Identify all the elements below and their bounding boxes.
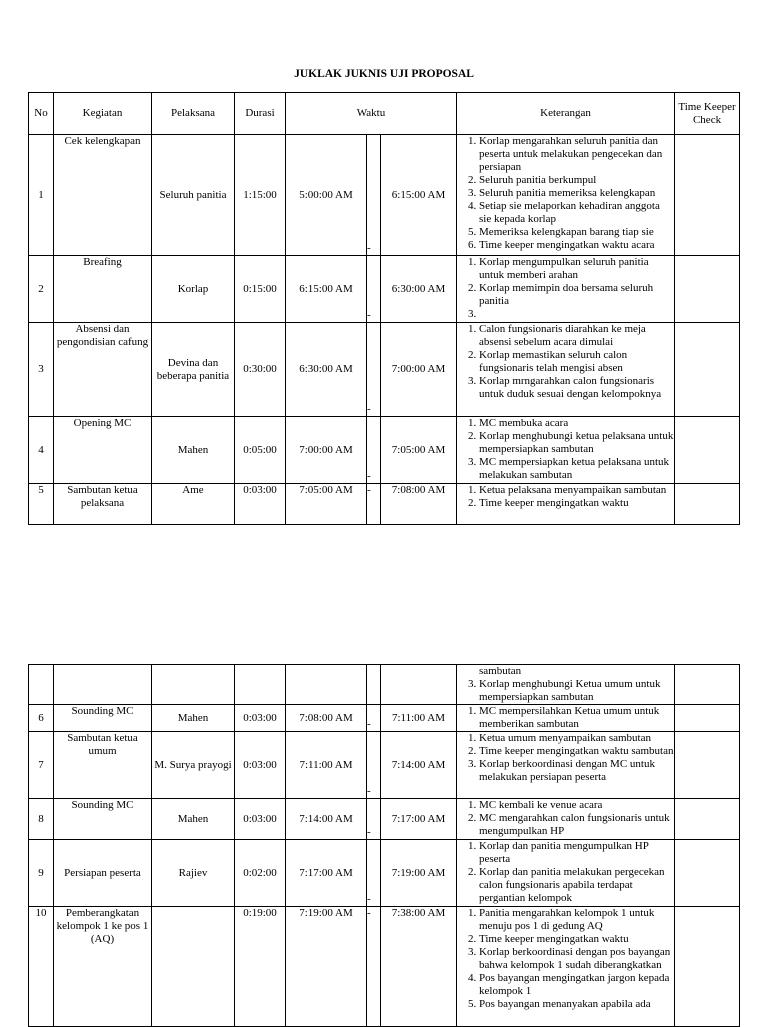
row-keterangan: [457, 135, 675, 256]
row-start-time: 7:11:00 AM: [286, 732, 367, 799]
keterangan-item: 4. Pos bayangan mengingatkan jargon kepada kelompok 1: [479, 972, 674, 998]
keterangan-item: 5. Pos bayangan menanyakan apabila ada: [479, 998, 674, 1011]
row-no: 9: [29, 840, 54, 907]
row-time-keeper-check: [675, 840, 740, 907]
separator-dash: -: [367, 718, 371, 730]
header-pelaksana: Pelaksana: [152, 93, 235, 135]
keterangan-item: 1. Korlap mengarahkan seluruh panitia dan peserta untuk melakukan pengecekan dan persiapan: [479, 135, 674, 174]
keterangan-list: [457, 732, 674, 784]
separator-dash: -: [367, 242, 371, 254]
row-time-keeper-check: [675, 484, 740, 525]
keterangan-item: 1. Korlap dan panitia mengumpulkan HP peserta: [479, 840, 674, 866]
keterangan-item: 1. Korlap mengumpulkan seluruh panitia untuk memberi arahan: [479, 256, 674, 282]
row-pelaksana: Korlap: [152, 256, 235, 323]
keterangan-item: 2. Korlap memimpin doa bersama seluruh panitia: [479, 282, 674, 308]
keterangan-item: 1. Ketua umum menyampaikan sambutan: [479, 732, 674, 745]
table-header-row: [29, 93, 740, 135]
row-end-time: 7:00:00 AM: [381, 323, 457, 417]
keterangan-item: 1. MC mempersilahkan Ketua umum untuk memberikan sambutan: [479, 705, 674, 731]
row-kegiatan: Absensi dan pengondisian cafung: [54, 323, 152, 417]
row-time-keeper-check: [675, 705, 740, 732]
separator-dash: -: [367, 785, 371, 797]
row-pelaksana: [152, 907, 235, 1027]
row-time-keeper-check: [675, 799, 740, 840]
row-time-separator: [367, 256, 381, 323]
keterangan-item: 2. MC mengarahkan calon fungsionaris untuk mengumpulkan HP: [479, 812, 674, 838]
row-end-time: 7:11:00 AM: [381, 705, 457, 732]
header-keterangan: Keterangan: [457, 93, 675, 135]
row-time-separator: [367, 417, 381, 484]
row-start-time: 7:05:00 AM: [286, 484, 367, 525]
row-no: 1: [29, 135, 54, 256]
keterangan-item: 2. Korlap menghubungi ketua pelaksana untuk mempersiapkan sambutan: [479, 430, 674, 456]
row-keterangan: [457, 484, 675, 525]
row-start-time: 7:00:00 AM: [286, 417, 367, 484]
keterangan-list: [457, 840, 674, 905]
row-end-time: 6:15:00 AM: [381, 135, 457, 256]
document-title: JUKLAK JUKNIS UJI PROPOSAL: [294, 68, 474, 80]
keterangan-list: [457, 484, 674, 510]
table-row: [29, 417, 740, 484]
row-keterangan: [457, 840, 675, 907]
keterangan-item: 3. Korlap mrngarahkan calon fungsionaris untuk duduk sesuai dengan kelompoknya: [479, 375, 674, 401]
row-end-time: 7:05:00 AM: [381, 417, 457, 484]
row-durasi: 0:03:00: [235, 732, 286, 799]
header-durasi: Durasi: [235, 93, 286, 135]
row-pelaksana: Seluruh panitia: [152, 135, 235, 256]
table-row: [29, 732, 740, 799]
keterangan-item: 4. Setiap sie melaporkan kehadiran anggota sie kepada korlap: [479, 200, 674, 226]
row-start-time: 7:14:00 AM: [286, 799, 367, 840]
row-end-time: 7:08:00 AM: [381, 484, 457, 525]
row-pelaksana: Mahen: [152, 705, 235, 732]
keterangan-item: 2. Seluruh panitia berkumpul: [479, 174, 674, 187]
row-kegiatan: Sounding MC: [54, 705, 152, 732]
table-row: [29, 256, 740, 323]
row-time-separator: [367, 907, 381, 1027]
continuation-text: sambutan: [479, 665, 522, 677]
keterangan-list: [457, 705, 674, 731]
table-row: [29, 705, 740, 732]
schedule-table-page-2: [28, 664, 740, 1027]
keterangan-list: [457, 907, 674, 1011]
row-time-keeper-check: [675, 256, 740, 323]
header-kegiatan: Kegiatan: [54, 93, 152, 135]
keterangan-item: 3. Seluruh panitia memeriksa kelengkapan: [479, 187, 674, 200]
keterangan-item: 2. Time keeper mengingatkan waktu: [479, 497, 674, 510]
row-durasi: 0:03:00: [235, 799, 286, 840]
row-time-separator: [367, 705, 381, 732]
row-durasi: 0:05:00: [235, 417, 286, 484]
row-end-time: 7:38:00 AM: [381, 907, 457, 1027]
row-no: 4: [29, 417, 54, 484]
row-kegiatan: Breafing: [54, 256, 152, 323]
keterangan-list: [457, 417, 674, 482]
row-durasi: 1:15:00: [235, 135, 286, 256]
keterangan-item: 5. Memeriksa kelengkapan barang tiap sie: [479, 226, 674, 239]
row-kegiatan: Opening MC: [54, 417, 152, 484]
row-start-time: 6:30:00 AM: [286, 323, 367, 417]
separator-dash: -: [367, 470, 371, 482]
row-kegiatan: Sambutan ketua umum: [54, 732, 152, 799]
row-kegiatan: Persiapan peserta: [54, 840, 152, 907]
row-durasi: 0:30:00: [235, 323, 286, 417]
row-keterangan: [457, 705, 675, 732]
row-durasi: 0:15:00: [235, 256, 286, 323]
keterangan-item: [479, 308, 674, 321]
keterangan-item: 1. MC kembali ke venue acara: [479, 799, 674, 812]
table-row: [29, 799, 740, 840]
row-no: 5: [29, 484, 54, 525]
row-start-time: 6:15:00 AM: [286, 256, 367, 323]
keterangan-list: [457, 256, 674, 321]
table-row: [29, 907, 740, 1027]
row-pelaksana: Mahen: [152, 799, 235, 840]
keterangan-item: 2. Korlap dan panitia melakukan pergecekan calon fungsionaris apabila terdapat pergantian kelompok: [479, 866, 674, 905]
separator-dash: -: [367, 484, 371, 496]
row-durasi: 0:19:00: [235, 907, 286, 1027]
keterangan-item: 6. Time keeper mengingatkan waktu acara: [479, 239, 674, 252]
schedule-table-page-1: [28, 92, 740, 525]
row-kegiatan: Sambutan ketua pelaksana: [54, 484, 152, 525]
row-kegiatan: Pemberangkatan kelompok 1 ke pos 1 (AQ): [54, 907, 152, 1027]
row-pelaksana: Devina dan beberapa panitia: [152, 323, 235, 417]
keterangan-item: 1. Calon fungsionaris diarahkan ke meja absensi sebelum acara dimulai: [479, 323, 674, 349]
continuation-keterangan: [457, 665, 675, 705]
separator-dash: -: [367, 826, 371, 838]
row-end-time: 7:17:00 AM: [381, 799, 457, 840]
row-durasi: 0:03:00: [235, 705, 286, 732]
row-time-separator: [367, 732, 381, 799]
row-pelaksana: Rajiev: [152, 840, 235, 907]
row-time-separator: [367, 323, 381, 417]
separator-dash: -: [367, 907, 371, 919]
keterangan-item: 2. Time keeper mengingatkan waktu: [479, 933, 674, 946]
continuation-list: [457, 678, 674, 704]
row-no: 2: [29, 256, 54, 323]
keterangan-item: 1. Ketua pelaksana menyampaikan sambutan: [479, 484, 674, 497]
row-no: 6: [29, 705, 54, 732]
table-row: [29, 323, 740, 417]
keterangan-item: 1. MC membuka acara: [479, 417, 674, 430]
header-no: No: [29, 93, 54, 135]
row-no: 7: [29, 732, 54, 799]
keterangan-item: 3. Korlap menghubungi Ketua umum untuk mempersiapkan sambutan: [479, 678, 674, 704]
keterangan-item: 2. Time keeper mengingatkan waktu sambutan: [479, 745, 674, 758]
keterangan-item: 1. Panitia mengarahkan kelompok 1 untuk menuju pos 1 di gedung AQ: [479, 907, 674, 933]
row-start-time: 7:19:00 AM: [286, 907, 367, 1027]
row-keterangan: [457, 417, 675, 484]
keterangan-list: [457, 799, 674, 838]
row-start-time: 7:17:00 AM: [286, 840, 367, 907]
row-pelaksana: Ame: [152, 484, 235, 525]
row-keterangan: [457, 256, 675, 323]
row-no: 10: [29, 907, 54, 1027]
row-start-time: 5:00:00 AM: [286, 135, 367, 256]
row-no: 3: [29, 323, 54, 417]
row-time-separator: [367, 135, 381, 256]
row-keterangan: [457, 323, 675, 417]
keterangan-list: [457, 323, 674, 401]
row-kegiatan: Cek kelengkapan: [54, 135, 152, 256]
row-time-separator: [367, 840, 381, 907]
row-time-separator: [367, 484, 381, 525]
row-kegiatan: Sounding MC: [54, 799, 152, 840]
keterangan-item: 3. MC mempersiapkan ketua pelaksana untuk melakukan sambutan: [479, 456, 674, 482]
row-end-time: 6:30:00 AM: [381, 256, 457, 323]
keterangan-item: 3. Korlap berkoordinasi dengan MC untuk melakukan persiapan peserta: [479, 758, 674, 784]
row-keterangan: [457, 732, 675, 799]
separator-dash: -: [367, 309, 371, 321]
row-no: 8: [29, 799, 54, 840]
row-durasi: 0:02:00: [235, 840, 286, 907]
row-keterangan: [457, 907, 675, 1027]
header-waktu: Waktu: [286, 93, 457, 135]
row-start-time: 7:08:00 AM: [286, 705, 367, 732]
table-row: [29, 840, 740, 907]
row-time-separator: [367, 799, 381, 840]
row-durasi: 0:03:00: [235, 484, 286, 525]
table-row: [29, 135, 740, 256]
row-time-keeper-check: [675, 417, 740, 484]
row-pelaksana: M. Surya prayogi: [152, 732, 235, 799]
continuation-row: [29, 665, 740, 705]
separator-dash: -: [367, 893, 371, 905]
table-row: [29, 484, 740, 525]
row-end-time: 7:19:00 AM: [381, 840, 457, 907]
row-time-keeper-check: [675, 732, 740, 799]
keterangan-item: 3. Korlap berkoordinasi dengan pos bayangan bahwa kelompok 1 sudah diberangkatkan: [479, 946, 674, 972]
row-time-keeper-check: [675, 135, 740, 256]
row-time-keeper-check: [675, 323, 740, 417]
row-keterangan: [457, 799, 675, 840]
separator-dash: -: [367, 403, 371, 415]
keterangan-item: 2. Korlap memastikan seluruh calon fungsionaris telah mengisi absen: [479, 349, 674, 375]
header-check: Time Keeper Check: [675, 93, 740, 135]
keterangan-list: [457, 135, 674, 252]
row-end-time: 7:14:00 AM: [381, 732, 457, 799]
row-pelaksana: Mahen: [152, 417, 235, 484]
row-time-keeper-check: [675, 907, 740, 1027]
